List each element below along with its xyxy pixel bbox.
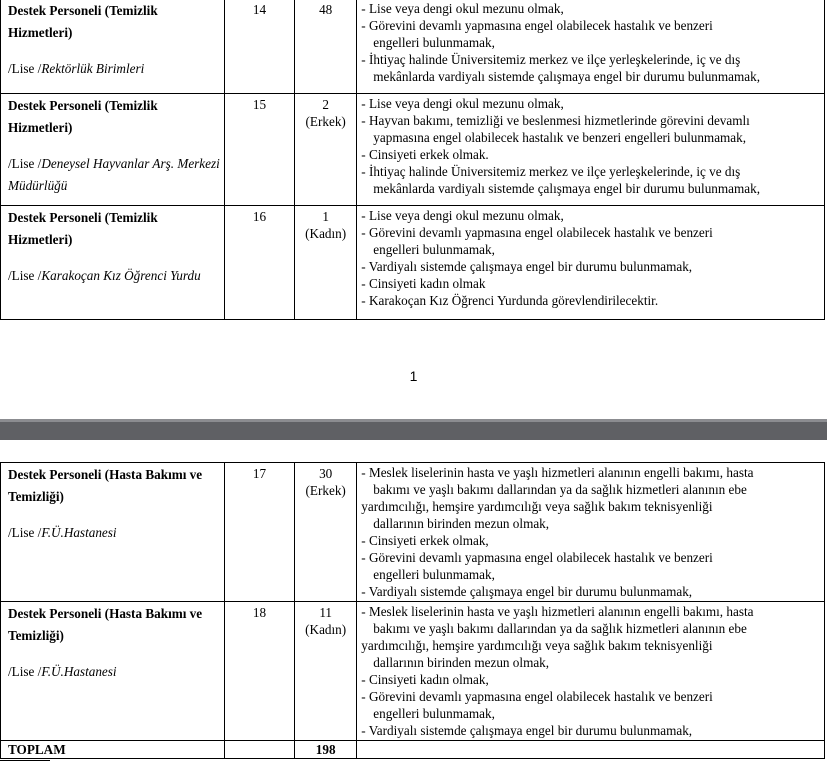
requirements-cell: - Lise veya dengi okul mezunu olmak, - Görevini devamlı yapmasına engel olabilecek hastalık ve benzeri engelleri bulunmamak, - İhtiyaç halinde Üniversitemiz merkez ve ilçe yerleşkelerinde, iç ve dış mekânlarda vardiyalı sistemde çalışmaya engel bir durumu bulunmamak, xyxy=(357,0,825,94)
next-row-edge xyxy=(0,760,50,764)
table-row xyxy=(1,94,825,206)
position-count: 48 xyxy=(295,0,357,94)
position-number: 18 xyxy=(224,602,294,741)
position-number: 17 xyxy=(224,463,294,602)
position-count: 30 (Erkek) xyxy=(295,463,357,602)
position-count: 11 (Kadın) xyxy=(295,602,357,741)
total-empty-cell xyxy=(224,741,294,759)
position-number: 16 xyxy=(224,206,294,320)
position-title: Destek Personeli (Hasta Bakımı ve Temizliği) xyxy=(8,606,203,643)
requirements-cell: - Meslek liselerinin hasta ve yaşlı hizmetleri alanının engelli bakımı, hasta bakımı ve yaşlı bakımı dallarından ya da sağlık hizmetleri alanının ebe yardımcılığı, hemşire yardımcılığı veya sağlık bakım teknisyenliği dallarının birinden mezun olmak, - Cinsiyeti erkek olmak, - Görevini devamlı yapmasına engel olabilecek hastalık ve benzeri engelleri bulunmamak, - Vardiyalı sistemde çalışmaya engel bir durumu bulunmamak, xyxy=(357,463,825,602)
page-separator-highlight xyxy=(0,419,827,422)
table-row xyxy=(1,602,825,741)
position-unit: /Lise /Deneysel Hayvanlar Arş. Merkezi Müdürlüğü xyxy=(8,156,220,193)
position-cell xyxy=(1,206,225,320)
page-separator xyxy=(0,419,827,440)
table-row xyxy=(1,206,825,320)
table-row xyxy=(1,0,825,94)
position-cell xyxy=(1,602,225,741)
table-row xyxy=(1,463,825,602)
position-table-page1 xyxy=(0,0,825,320)
requirements-cell: - Meslek liselerinin hasta ve yaşlı hizmetleri alanının engelli bakımı, hasta bakımı ve yaşlı bakımı dallarından ya da sağlık hizmetleri alanının ebe yardımcılığı, hemşire yardımcılığı veya sağlık bakım teknisyenliği dallarının birinden mezun olmak, - Cinsiyeti kadın olmak, - Görevini devamlı yapmasına engel olabilecek hastalık ve benzeri engelleri bulunmamak, - Vardiyalı sistemde çalışmaya engel bir durumu bulunmamak, xyxy=(357,602,825,741)
position-cell xyxy=(1,0,225,94)
position-unit: /Lise /F.Ü.Hastanesi xyxy=(8,664,117,679)
position-table-page2 xyxy=(0,462,825,759)
position-title: Destek Personeli (Temizlik Hizmetleri) xyxy=(8,98,158,135)
total-label: TOPLAM xyxy=(1,741,225,759)
position-number: 14 xyxy=(224,0,294,94)
position-unit: /Lise /F.Ü.Hastanesi xyxy=(8,525,117,540)
position-cell xyxy=(1,463,225,602)
position-cell xyxy=(1,94,225,206)
requirements-cell: - Lise veya dengi okul mezunu olmak, - Görevini devamlı yapmasına engel olabilecek hastalık ve benzeri engelleri bulunmamak, - Vardiyalı sistemde çalışmaya engel bir durumu bulunmamak, - Cinsiyeti kadın olmak - Karakoçan Kız Öğrenci Yurdunda görevlendirilecektir. xyxy=(357,206,825,320)
position-title: Destek Personeli (Temizlik Hizmetleri) xyxy=(8,3,158,40)
position-unit: /Lise /Karakoçan Kız Öğrenci Yurdu xyxy=(8,268,201,283)
position-number: 15 xyxy=(224,94,294,206)
page-number: 1 xyxy=(409,368,418,384)
total-row xyxy=(1,741,825,759)
total-value: 198 xyxy=(295,741,357,759)
position-unit: /Lise /Rektörlük Birimleri xyxy=(8,61,145,76)
total-empty-cell xyxy=(357,741,825,759)
requirements-cell: - Lise veya dengi okul mezunu olmak, - Hayvan bakımı, temizliği ve beslenmesi hizmetlerinde görevini devamlı yapmasına engel olabilecek hastalık ve benzeri engelleri bulunmamak, - Cinsiyeti erkek olmak. - İhtiyaç halinde Üniversitemiz merkez ve ilçe yerleşkelerinde, iç ve dış mekânlarda vardiyalı sistemde çalışmaya engel bir durumu bulunmamak, xyxy=(357,94,825,206)
position-count: 1 (Kadın) xyxy=(295,206,357,320)
position-title: Destek Personeli (Hasta Bakımı ve Temizliği) xyxy=(8,467,203,504)
position-count: 2 (Erkek) xyxy=(295,94,357,206)
position-title: Destek Personeli (Temizlik Hizmetleri) xyxy=(8,210,158,247)
